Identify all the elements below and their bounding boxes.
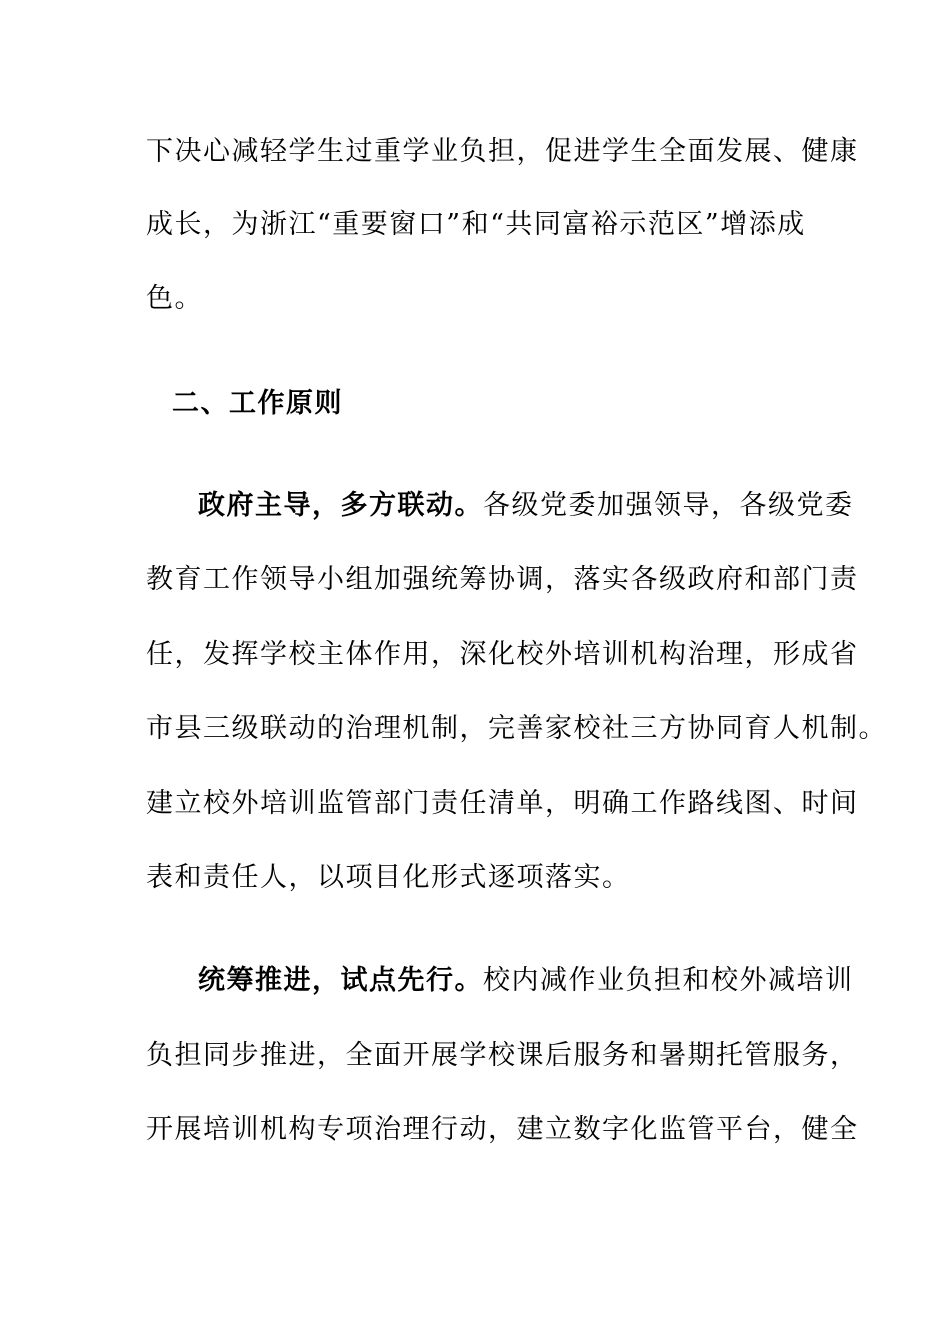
- principle-1-first-line-rest: 各级党委加强领导，各级党委: [483, 490, 854, 521]
- principle-1-first-line: [198, 488, 854, 524]
- section-heading: 二、工作原则: [172, 388, 343, 419]
- principle-1-line-5: 建立校外培训监管部门责任清单，明确工作路线图、时间: [146, 788, 859, 819]
- principle-2-line-2: 负担同步推进，全面开展学校课后服务和暑期托管服务，: [146, 1040, 859, 1071]
- principle-2-first-line: [198, 963, 854, 999]
- principle-2-first-line-rest: 校内减作业负担和校外减培训: [483, 965, 854, 996]
- principle-1-line-4: 市县三级联动的治理机制，完善家校社三方协同育人机制。: [146, 713, 887, 744]
- paragraph-intro-line-1: 下决心减轻学生过重学业负担，促进学生全面发展、健康: [146, 136, 859, 167]
- principle-2-lead: 统筹推进，试点先行。: [198, 965, 483, 996]
- principle-1-line-6: 表和责任人，以项目化形式逐项落实。: [146, 862, 631, 893]
- principle-1-line-2: 教育工作领导小组加强统筹协调，落实各级政府和部门责: [146, 564, 859, 595]
- principle-1-line-3: 任，发挥学校主体作用，深化校外培训机构治理，形成省: [146, 639, 859, 670]
- paragraph-intro-line-2: 成长，为浙江“重要窗口”和“共同富裕示范区”增添成: [146, 209, 806, 240]
- principle-2-line-3: 开展培训机构专项治理行动，建立数字化监管平台，健全: [146, 1114, 859, 1145]
- paragraph-intro-line-3: 色。: [146, 283, 203, 314]
- principle-1-lead: 政府主导，多方联动。: [198, 490, 483, 521]
